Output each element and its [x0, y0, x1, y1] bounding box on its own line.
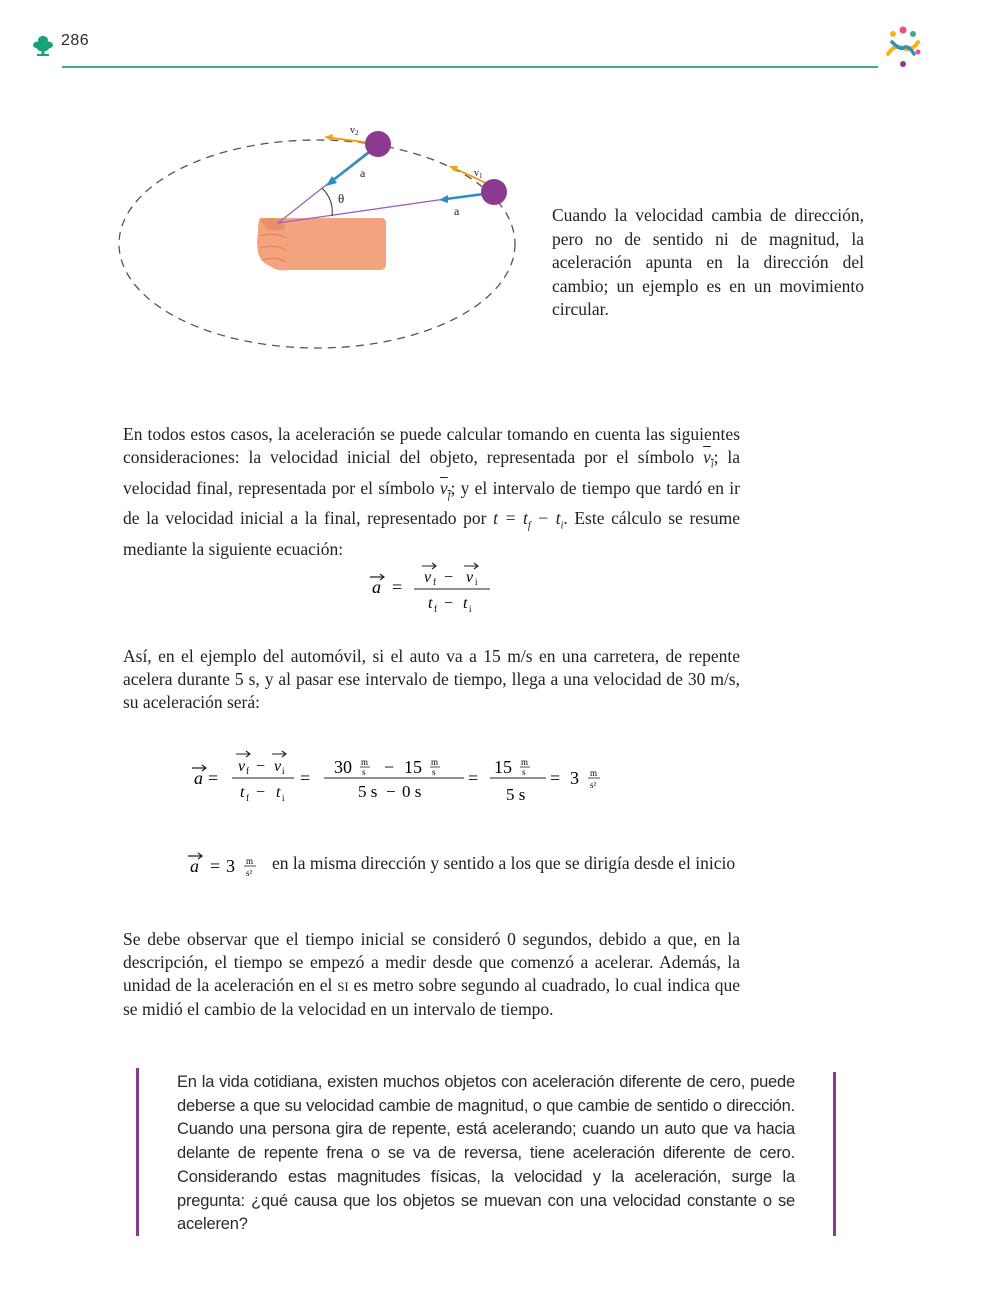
svg-text:=: = [208, 768, 219, 788]
svg-text:v: v [466, 569, 474, 586]
svg-text:=: = [210, 856, 221, 876]
formula-t: $t = t_f - t_i$ [493, 508, 564, 532]
acceleration-label-upper: a [360, 166, 366, 180]
svg-text:5 s: 5 s [358, 782, 378, 801]
box-right-bar [833, 1072, 836, 1236]
paragraph-car-example: Así, en el ejemplo del automóvil, si el auto va a 15 m/s en una carretera, de repente acelera durante 5 s, y al pasar ese intervalo de tiempo, llega a una velocidad de 30 m/s, su aceleración será: [123, 646, 740, 712]
angle-arc [322, 188, 332, 216]
svg-text:s: s [362, 767, 366, 777]
acceleration-arrow-2 [332, 150, 372, 181]
svg-text:i: i [282, 766, 285, 776]
tree-icon [32, 33, 54, 57]
svg-text:=: = [468, 768, 479, 788]
svg-text:0 s: 0 s [402, 782, 422, 801]
paragraph-initial-time-note: Se debe observar que el tiempo inicial se consideró 0 segundos, debido a que, en la descripción, el tiempo se empezó a medir desde que comenzó a acelerar. Además, la unidad de la aceleración en el SI es metro sobre segundo al cuadrado, lo cual indica que se midió el cambio de la velocidad en un intervalo de tiempo. [123, 929, 740, 1019]
page-header [0, 0, 986, 80]
ball-2 [365, 131, 391, 157]
svg-text:m: m [521, 757, 529, 767]
theta-label: θ [338, 191, 345, 206]
page-number: 286 [61, 32, 90, 49]
svg-text:5 s: 5 s [506, 785, 526, 804]
equation-result [184, 848, 270, 884]
svg-text:i: i [475, 577, 478, 587]
hand-illustration [257, 218, 386, 271]
svg-text:m: m [431, 757, 439, 767]
svg-text:s: s [522, 767, 526, 777]
svg-text:v: v [274, 758, 282, 775]
svg-text:s: s [432, 767, 436, 777]
svg-text:=: = [392, 577, 403, 597]
svg-text:v: v [424, 569, 432, 586]
svg-text:−: − [256, 784, 266, 801]
svg-text:a: a [190, 856, 199, 876]
svg-text:3: 3 [226, 856, 235, 876]
svg-text:t: t [240, 784, 245, 801]
symbol-vf: $v_f$ [439, 477, 451, 501]
ball-1 [481, 179, 507, 205]
decorative-logo-icon [880, 24, 926, 70]
velocity-label-2: $v_2$ [350, 125, 359, 137]
symbol-vi: $v_i$ [703, 447, 714, 471]
result-description: en la misma dirección y sentido a los que se dirigía desde el inicio [272, 853, 736, 873]
svg-text:15: 15 [404, 757, 422, 777]
svg-text:30: 30 [334, 757, 352, 777]
box-left-bar [136, 1068, 139, 1236]
svg-text:=: = [300, 768, 311, 788]
svg-text:s²: s² [246, 868, 253, 878]
svg-text:i: i [469, 604, 472, 614]
svg-text:a: a [372, 577, 381, 597]
svg-text:t: t [428, 595, 433, 612]
svg-text:−: − [386, 782, 396, 801]
svg-text:f: f [434, 604, 437, 614]
svg-text:m: m [246, 856, 254, 866]
diagram-caption: Cuando la velocidad cambia de dirección, pero no de sentido ni de magnitud, la aceleración apunta en la dirección del cambio; un ejemplo es en un movimiento circular. [552, 205, 864, 319]
svg-text:15: 15 [494, 757, 512, 777]
equation-acceleration-definition [366, 560, 506, 620]
svg-text:−: − [384, 757, 395, 777]
svg-text:f: f [433, 577, 436, 587]
svg-text:−: − [256, 758, 266, 775]
acceleration-arrow-1 [446, 194, 484, 199]
svg-text:s²: s² [590, 780, 597, 790]
circular-motion-diagram [110, 120, 530, 360]
box-text: En la vida cotidiana, existen muchos objetos con aceleración diferente de cero, puede deberse a que su velocidad cambie de magnitud, o que cambie de sentido o dirección. Cuando una persona gira de repente, está acelerando; cuando un auto que va hacia delante de repente frena o se va de reversa, tiene aceleración diferente de cero. Considerando estas magnitudes físicas, la velocidad y la aceleración, surge la pregunta: ¿qué causa que los objetos se muevan con una velocidad constante o se aceleren? [177, 1073, 795, 1234]
equation-car-acceleration [188, 744, 618, 812]
svg-text:m: m [361, 757, 369, 767]
velocity-label-1: $v_1$ [474, 168, 483, 180]
velocity-arrow-1 [456, 169, 488, 184]
everyday-acceleration-box [136, 1068, 836, 1236]
svg-text:−: − [444, 569, 454, 586]
svg-text:a: a [194, 768, 203, 788]
si-abbreviation: SI [337, 979, 349, 994]
svg-text:t: t [463, 595, 468, 612]
header-rule [62, 66, 878, 68]
acceleration-label-lower: a [454, 204, 460, 218]
svg-text:m: m [590, 768, 598, 778]
svg-text:=: = [550, 768, 561, 788]
svg-text:f: f [246, 793, 249, 803]
svg-text:3: 3 [570, 768, 579, 788]
svg-text:f: f [246, 766, 249, 776]
paragraph-acceleration-considerations: En todos estos casos, la aceleración se puede calcular tomando en cuenta las siguientes consideraciones: la velocidad inicial del objeto, representada por el símbolo $v_i$; la velocidad final, representada por el símbolo $v_f$; y el intervalo de tiempo que tardó en ir de la velocidad inicial a la final, representado por $t = t_f - t_i$. Este cálculo se resume mediante la siguiente ecuación: [123, 424, 740, 559]
svg-text:v: v [238, 758, 246, 775]
svg-text:t: t [276, 784, 281, 801]
svg-text:i: i [282, 793, 285, 803]
svg-text:−: − [444, 595, 454, 612]
